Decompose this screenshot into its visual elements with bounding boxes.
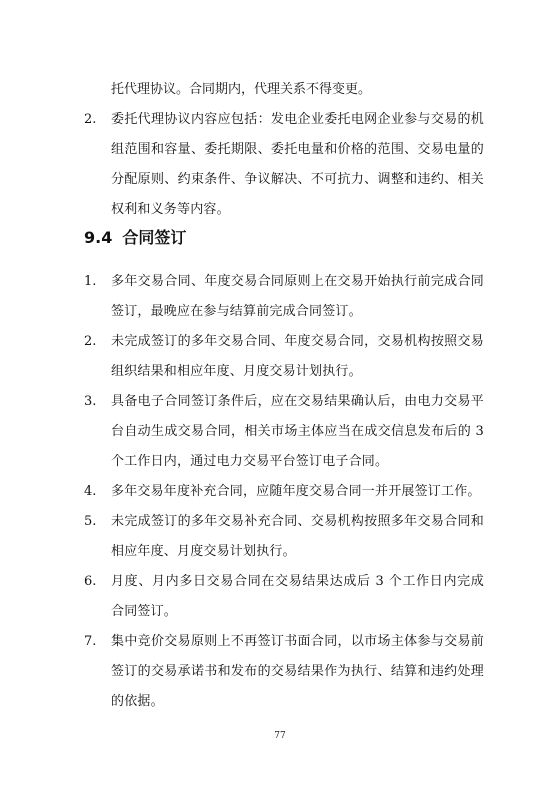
list-item	[84, 387, 484, 477]
section-heading	[84, 226, 186, 250]
contract-signing-list	[84, 267, 484, 717]
list-item	[84, 105, 484, 225]
item-number: 2.	[84, 112, 97, 127]
item-number: 6.	[84, 574, 97, 589]
list-item	[84, 567, 484, 627]
continuation-text: 托代理协议。合同期内，代理关系不得变更。	[111, 82, 372, 97]
list-item	[84, 267, 484, 327]
list-item	[84, 507, 484, 567]
item-text: 多年交易合同、年度交易合同原则上在交易开始执行前完成合同签订，最晚应在参与结算前完成合同签订。	[111, 274, 484, 319]
item-text: 具备电子合同签订条件后，应在交易结果确认后，由电力交易平台自动生成交易合同，相关市场主体应当在成交信息发布后的 3个工作日内，通过电力交易平台签订电子合同。	[111, 394, 484, 469]
item-text: 未完成签订的多年交易补充合同、交易机构按照多年交易合同和相应年度、月度交易计划执行。	[111, 514, 484, 559]
item-number: 5.	[84, 514, 97, 529]
item-number: 7.	[84, 634, 97, 649]
list-item	[84, 327, 484, 387]
item-text: 多年交易年度补充合同，应随年度交易合同一并开展签订工作。	[111, 484, 481, 499]
list-item	[84, 477, 484, 507]
item-text: 委托代理协议内容应包括：发电企业委托电网企业参与交易的机组范围和容量、委托期限、委托电量和价格的范围、交易电量的分配原则、约束条件、争议解决、不可抗力、调整和违约、相关权利和义务等内容。	[111, 112, 484, 217]
item-number: 1.	[84, 274, 97, 289]
item-text: 月度、月内多日交易合同在交易结果达成后 3 个工作日内完成合同签订。	[111, 574, 484, 619]
list-item	[84, 627, 484, 717]
page-number: 77	[274, 731, 286, 741]
item-text: 集中竞价交易原则上不再签订书面合同，以市场主体参与交易前签订的交易承诺书和发布的交易结果作为执行、结算和违约处理的依据。	[111, 634, 484, 709]
section-number: 9.4	[84, 228, 113, 247]
item-number: 3.	[84, 394, 97, 409]
item-number: 2.	[84, 334, 97, 349]
pre-section-list	[84, 105, 484, 225]
section-title-text: 合同签订	[122, 228, 187, 247]
item-number: 4.	[84, 484, 97, 499]
item-text: 未完成签订的多年交易合同、年度交易合同，交易机构按照交易组织结果和相应年度、月度交易计划执行。	[111, 334, 484, 379]
